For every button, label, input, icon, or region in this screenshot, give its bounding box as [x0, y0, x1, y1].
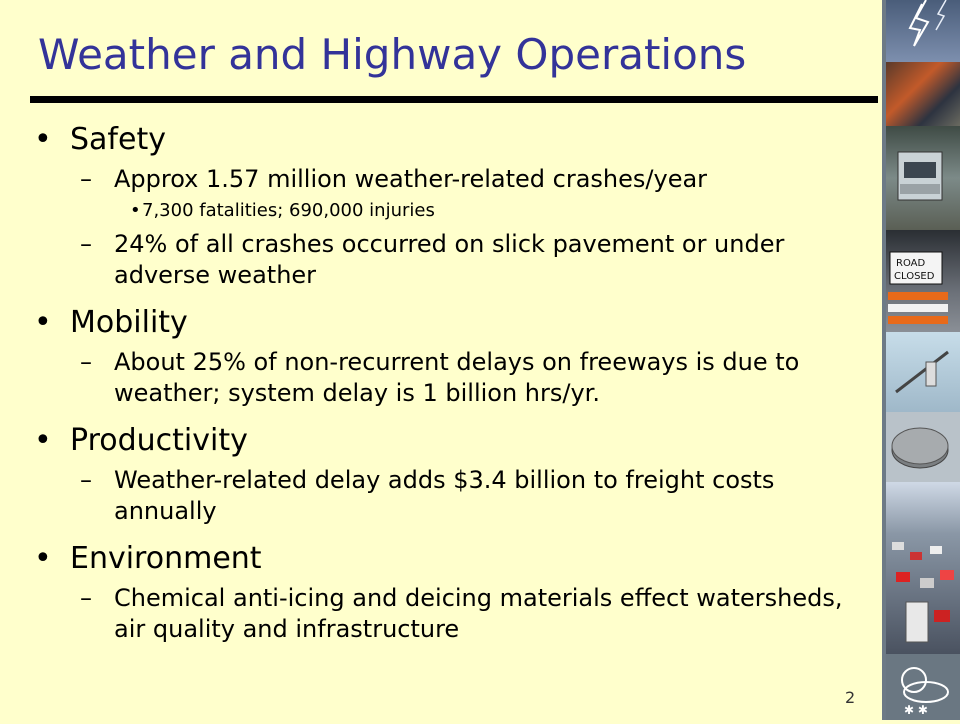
disk-icon: [886, 412, 960, 482]
bullet-mobility: • Mobility: [34, 305, 874, 341]
sub-bullet-text: Weather-related delay adds $3.4 billion to freight costs annually: [114, 466, 775, 525]
bullet-safety: • Safety: [34, 122, 874, 158]
sun-cloud-icon: [886, 654, 960, 720]
road-closed-photo: [886, 230, 960, 332]
rain-truck-photo: [886, 126, 960, 230]
lightning-photo: [886, 0, 960, 62]
sub-bullet: – Chemical anti-icing and deicing materials effect watersheds, air quality and infrastructure: [80, 584, 843, 643]
sub-sub-bullet: • 7,300 fatalities; 690,000 injuries: [34, 199, 874, 223]
sensor-photo: [886, 332, 960, 412]
sub-bullet: – Weather-related delay adds $3.4 billion to freight costs annually: [80, 466, 775, 525]
traffic-photo: [886, 482, 960, 654]
sub-bullet: – About 25% of non-recurrent delays on freeways is due to weather; system delay is 1 billion hrs/yr.: [80, 348, 800, 407]
sensor-icon: [886, 332, 960, 412]
lightning-icon: [886, 0, 960, 62]
bullet-environment: • Environment: [34, 541, 874, 577]
sub-bullet: – 24% of all crashes occurred on slick pavement or under adverse weather: [80, 230, 785, 289]
truck-photo: [886, 62, 960, 126]
traffic-icon: [886, 482, 960, 654]
bullet-list: [34, 122, 874, 645]
svg-text:✱ ✱: ✱ ✱: [904, 703, 928, 717]
truck-icon: [886, 126, 960, 230]
sub-bullet-text: About 25% of non-recurrent delays on freeways is due to weather; system delay is 1 billion hrs/yr.: [114, 348, 800, 407]
sign-line-1: ROAD: [896, 258, 926, 269]
pavement-sensor-photo: [886, 412, 960, 482]
sign-line-2: CLOSED: [894, 271, 935, 282]
sub-bullet: – Approx 1.57 million weather-related crashes/year: [80, 165, 708, 193]
sub-bullet-text: Approx 1.57 million weather-related crashes/year: [114, 165, 708, 193]
road-closed-sign-icon: [886, 230, 960, 332]
title-divider: [30, 96, 878, 103]
sub-bullet-text: Chemical anti-icing and deicing materials effect watersheds, air quality and infrastructure: [114, 584, 843, 643]
page-number: 2: [845, 688, 856, 707]
bullet-productivity: • Productivity: [34, 423, 874, 459]
slide-title: Weather and Highway Operations: [38, 30, 747, 79]
sub-bullet-text: 24% of all crashes occurred on slick pavement or under adverse weather: [114, 230, 785, 289]
weather-photo: [886, 654, 960, 720]
